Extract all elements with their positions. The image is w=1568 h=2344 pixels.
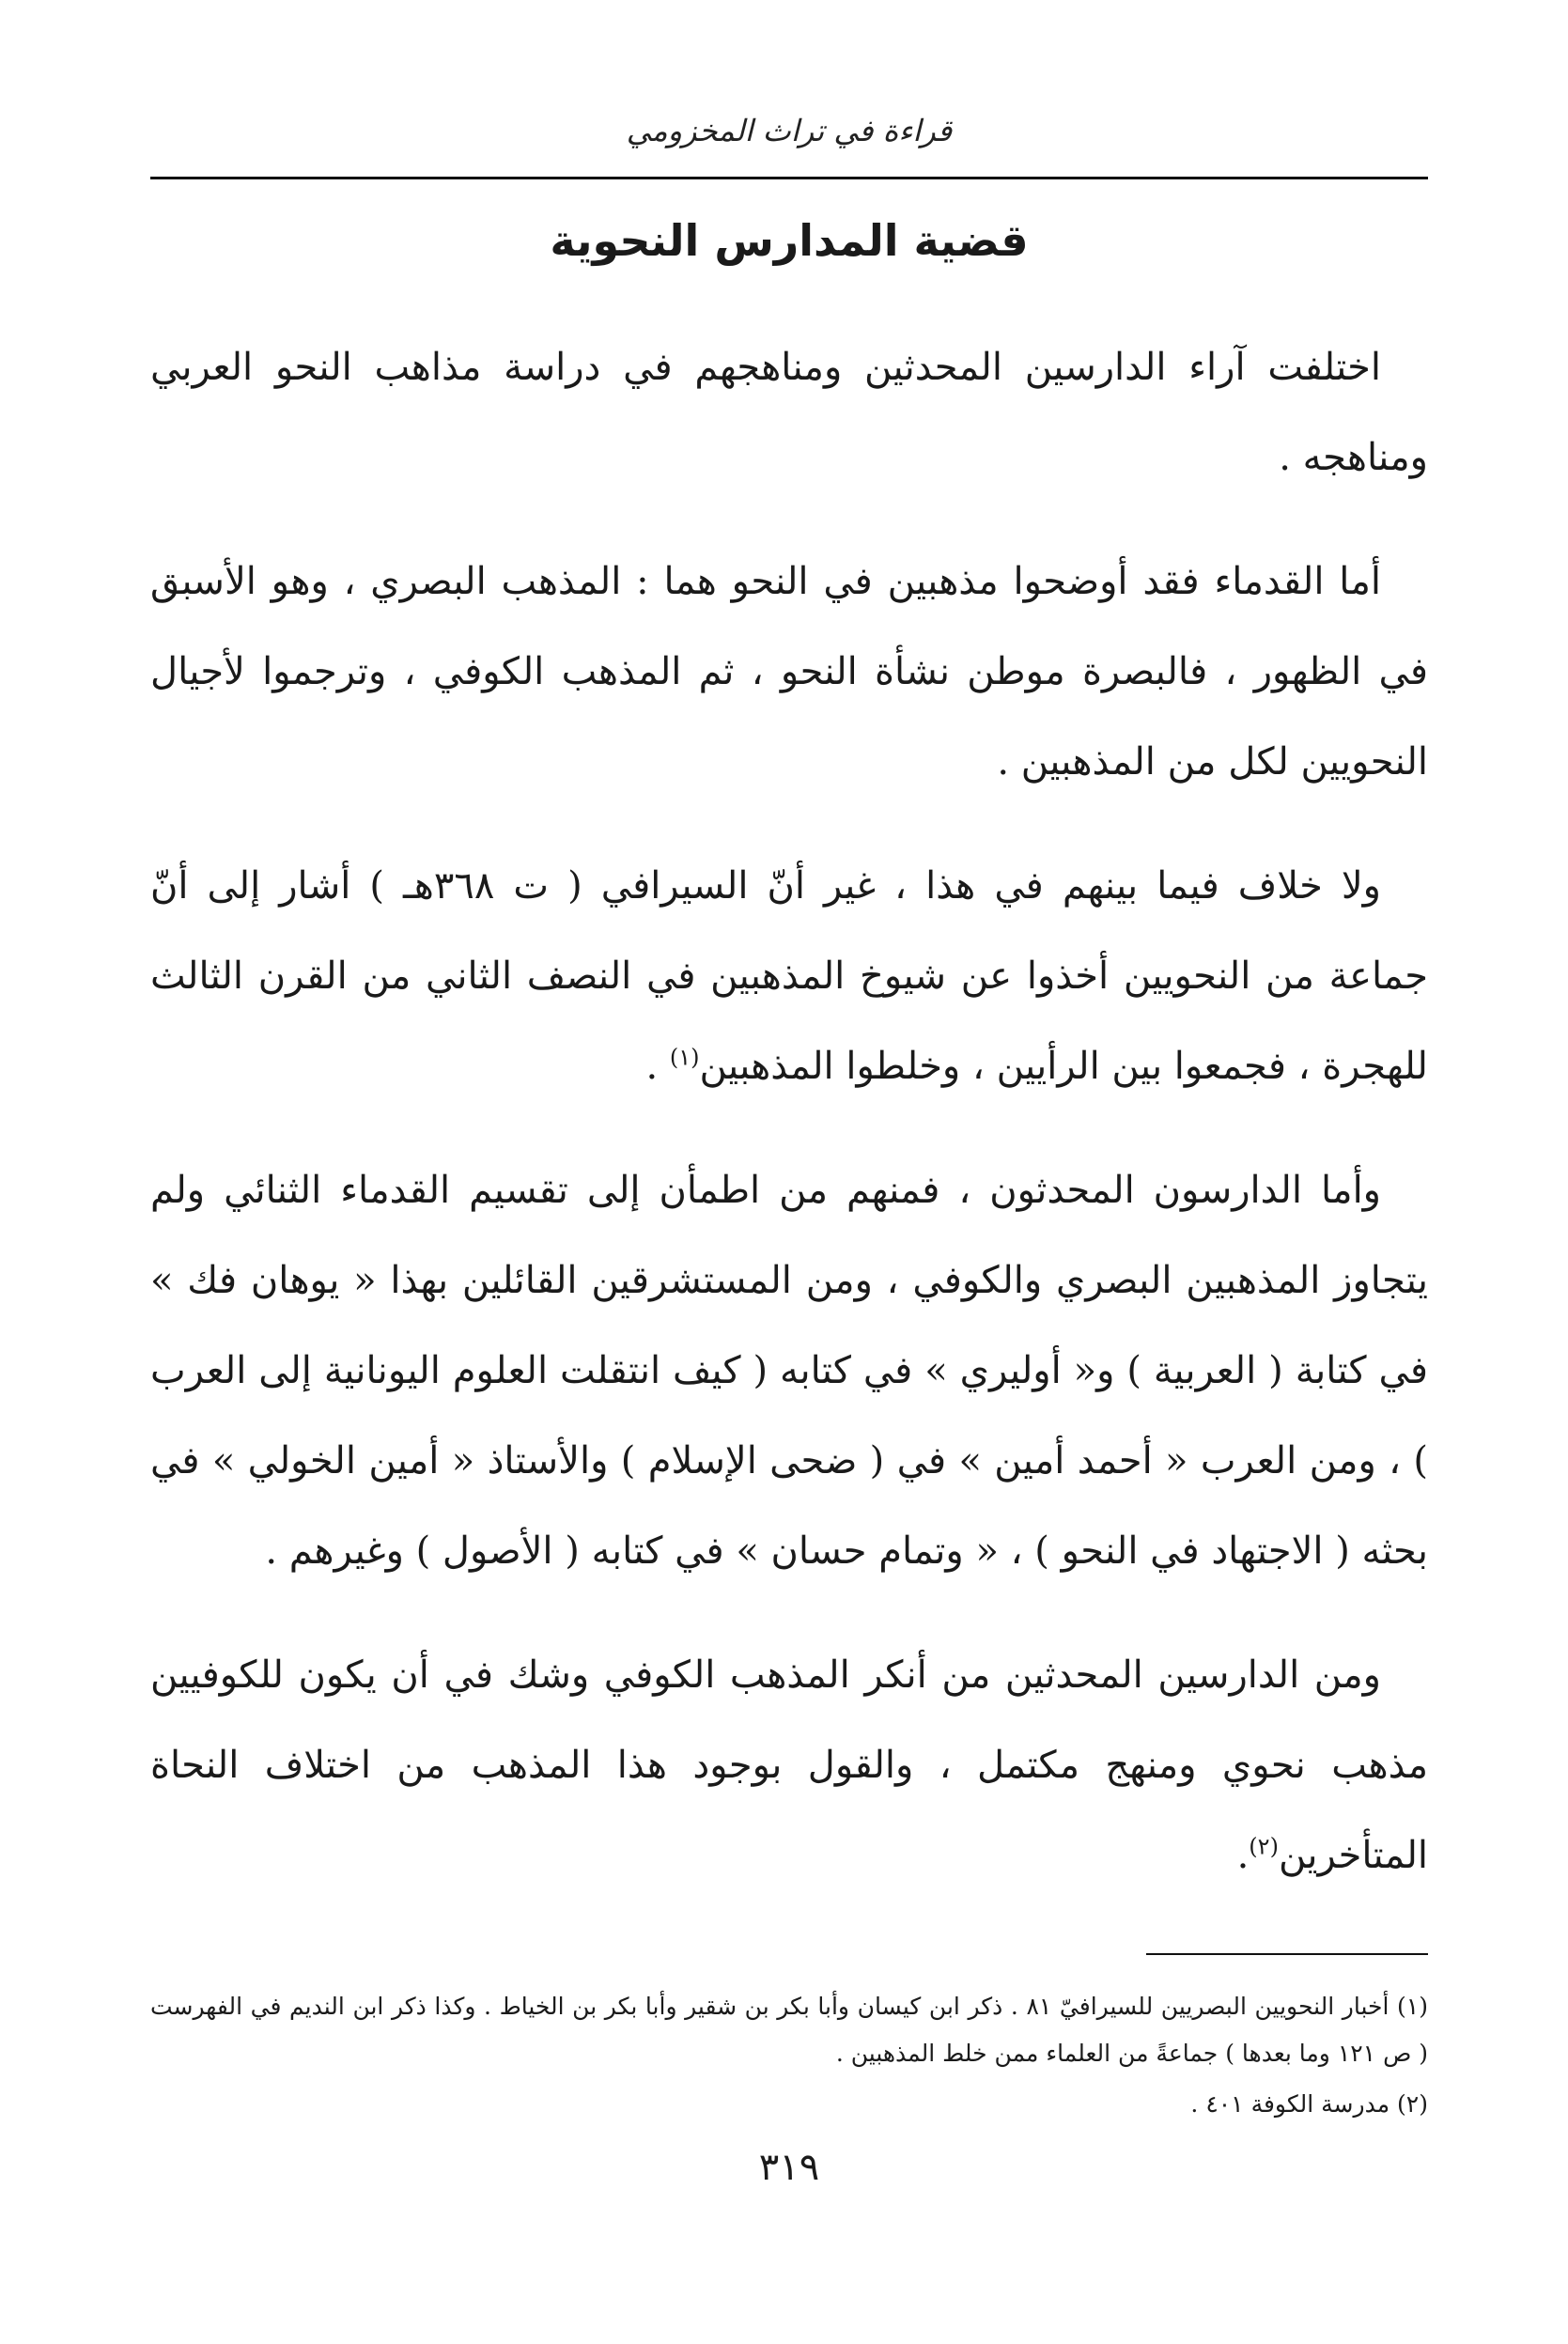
chapter-title: قضية المدارس النحوية [550,215,1029,266]
paragraph-text: ومن الدارسين المحدثين من أنكر المذهب الكوفي وشك في أن يكون للكوفيين مذهب نحوي ومنهج مكتمل ، والقول بوجود هذا المذهب من اختلاف النحاة المتأخرين [150,1653,1428,1877]
paragraph-tail: . [645,1044,670,1088]
footnote-ref: (٢) [1249,1833,1279,1860]
paragraph [150,841,1428,1111]
paragraph [150,1145,1428,1596]
paragraph-tail: . [1236,1833,1250,1877]
paragraph-text: وأما الدارسون المحدثون ، فمنهم من اطمأن إلى تقسيم القدماء الثنائي ولم يتجاوز المذهبين البصري والكوفي ، ومن المستشرقين القائلين بهذا « يوهان فك » في كتابة ( العربية ) و« أوليري » في كتابه ( كيف انتقلت العلوم اليونانية إلى العرب ) ، ومن العرب « أحمد أمين » في ( ضحى الإسلام ) والأستاذ « أمين الخولي » في بحثه ( الاجتهاد في النحو ) ، « وتمام حسان » في كتابه ( الأصول ) وغيرهم . [150,1168,1428,1573]
footnote: (١) أخبار النحويين البصريين للسيرافيّ ٨١ . ذكر ابن كيسان وأبا بكر بن شقير وأبا بكر بن الخياط . وكذا ذكر ابن النديم في الفهرست ( ص ١٢١ وما بعدها ) جماعةً من العلماء ممن خلط المذهبين . [150,1992,1428,2067]
header-rule [150,177,1428,179]
paragraph-text: أما القدماء فقد أوضحوا مذهبين في النحو هما : المذهب البصري ، وهو الأسبق في الظهور ، فالبصرة موطن نشأة النحو ، ثم المذهب الكوفي ، وترجموا لأجيال النحويين لكل من المذهبين . [150,559,1428,784]
paragraph-text: ولا خلاف فيما بينهم في هذا ، غير أنّ السيرافي ( ت ٣٦٨هـ ) أشار إلى أنّ جماعة من النحويين أخذوا عن شيوخ المذهبين في النصف الثاني من القرن الثالث للهجرة ، فجمعوا بين الرأيين ، وخلطوا المذهبين [150,863,1428,1088]
footnote-rule [1146,1953,1428,1955]
book-page [150,103,1428,2264]
paragraph [150,1630,1428,1901]
page-number: ٣١٩ [758,2146,820,2189]
body-text [150,322,1428,1901]
paragraph [150,536,1428,807]
footnotes [150,1983,1428,2128]
footnote: (٢) مدرسة الكوفة ٤٠١ . [1190,2089,1428,2118]
running-header: قراءة في تراث المخزومي [626,113,953,148]
paragraph-text: اختلفت آراء الدارسين المحدثين ومناهجهم في دراسة مذاهب النحو العربي ومناهجه . [150,345,1428,479]
footnote-ref: (١) [669,1044,700,1071]
paragraph [150,322,1428,503]
